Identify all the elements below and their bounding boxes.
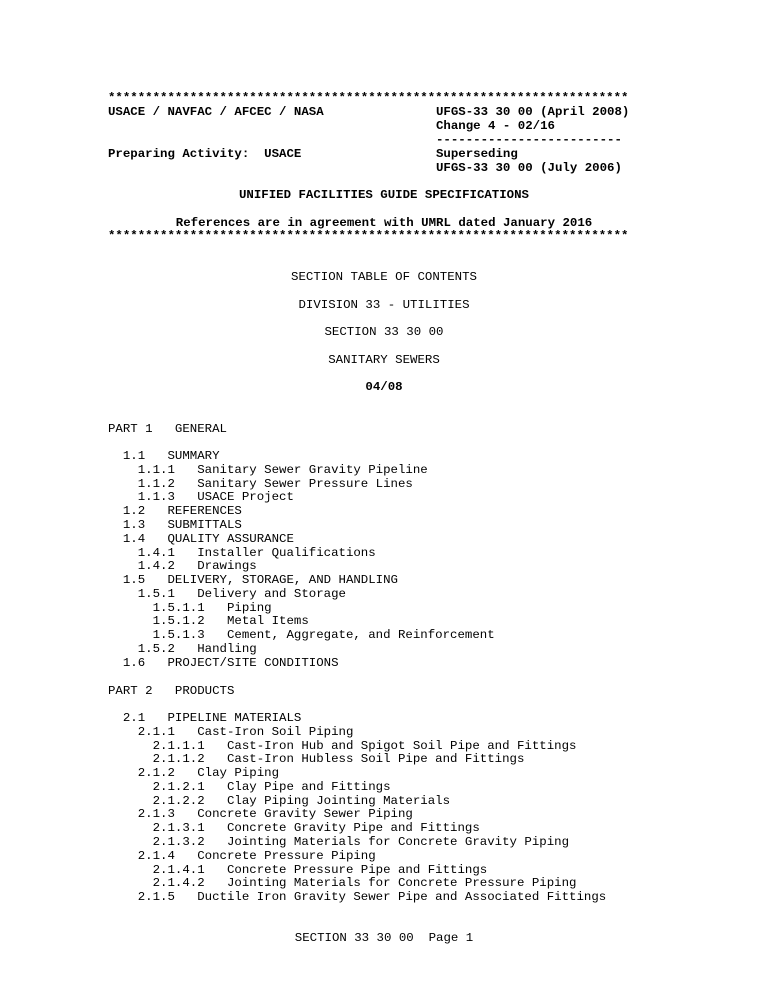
toc-title: SECTION TABLE OF CONTENTS <box>291 270 477 284</box>
superseding-label: Superseding <box>436 147 518 161</box>
toc-entry[interactable]: 2.1.3.1 Concrete Gravity Pipe and Fittings <box>108 821 480 835</box>
toc-entry[interactable]: 2.1.1 Cast-Iron Soil Piping <box>108 725 354 739</box>
toc-entry[interactable]: 1.5 DELIVERY, STORAGE, AND HANDLING <box>108 573 398 587</box>
toc-part-2[interactable]: PART 2 PRODUCTS <box>108 684 235 698</box>
dash-divider: ------------------------- <box>436 133 622 147</box>
toc-entry[interactable]: 1.5.1 Delivery and Storage <box>108 587 346 601</box>
references-note: References are in agreement with UMRL dated January 2016 <box>175 216 593 230</box>
toc-entry[interactable]: 1.4.1 Installer Qualifications <box>108 546 376 560</box>
toc-entry[interactable]: 1.1.2 Sanitary Sewer Pressure Lines <box>108 477 413 491</box>
toc-entry[interactable]: 1.1.1 Sanitary Sewer Gravity Pipeline <box>108 463 428 477</box>
toc-entry[interactable]: 2.1.2 Clay Piping <box>108 766 280 780</box>
toc-entry[interactable]: 2.1.2.2 Clay Piping Jointing Materials <box>108 794 451 808</box>
page-footer: SECTION 33 30 00 Page 1 <box>294 931 474 945</box>
toc-entry[interactable]: 2.1 PIPELINE MATERIALS <box>108 711 302 725</box>
toc-entry[interactable]: 2.1.1.1 Cast-Iron Hub and Spigot Soil Pipe and Fittings <box>108 739 577 753</box>
preparing-activity: Preparing Activity: USACE <box>108 147 302 161</box>
toc-entry[interactable]: 2.1.3 Concrete Gravity Sewer Piping <box>108 807 413 821</box>
toc-entry[interactable]: 1.5.1.1 Piping <box>108 601 272 615</box>
toc-part-1[interactable]: PART 1 GENERAL <box>108 422 227 436</box>
toc-entry[interactable]: 1.5.2 Handling <box>108 642 257 656</box>
toc-entry[interactable]: 1.3 SUBMITTALS <box>108 518 242 532</box>
toc-entry[interactable]: 1.6 PROJECT/SITE CONDITIONS <box>108 656 339 670</box>
toc-entry[interactable]: 2.1.5 Ductile Iron Gravity Sewer Pipe and Associated Fittings <box>108 890 607 904</box>
toc-entry[interactable]: 1.1 SUMMARY <box>108 449 220 463</box>
section-name: SANITARY SEWERS <box>328 353 440 367</box>
toc-entry[interactable]: 1.2 REFERENCES <box>108 504 242 518</box>
toc-entry[interactable]: 2.1.4.1 Concrete Pressure Pipe and Fittings <box>108 863 488 877</box>
division-title: DIVISION 33 - UTILITIES <box>298 298 470 312</box>
toc-entry[interactable]: 1.5.1.2 Metal Items <box>108 614 309 628</box>
toc-entry[interactable]: 2.1.1.2 Cast-Iron Hubless Soil Pipe and Fittings <box>108 752 525 766</box>
toc-entry[interactable]: 1.4 QUALITY ASSURANCE <box>108 532 294 546</box>
toc-entry[interactable]: 2.1.4.2 Jointing Materials for Concrete Pressure Piping <box>108 876 577 890</box>
change-number: Change 4 - 02/16 <box>436 119 555 133</box>
toc-entry[interactable]: 1.4.2 Drawings <box>108 559 257 573</box>
document-title: UNIFIED FACILITIES GUIDE SPECIFICATIONS <box>239 188 529 202</box>
toc-entry[interactable]: 2.1.3.2 Jointing Materials for Concrete Gravity Piping <box>108 835 570 849</box>
section-number: SECTION 33 30 00 <box>324 325 444 339</box>
agency-list: USACE / NAVFAC / AFCEC / NASA <box>108 105 324 119</box>
superseded-spec: UFGS-33 30 00 (July 2006) <box>436 161 622 175</box>
spec-identifier: UFGS-33 30 00 (April 2008) <box>436 105 630 119</box>
section-date-code: 04/08 <box>365 380 403 394</box>
toc-entry[interactable]: 1.1.3 USACE Project <box>108 490 294 504</box>
toc-entry[interactable]: 1.5.1.3 Cement, Aggregate, and Reinforcement <box>108 628 495 642</box>
toc-entry[interactable]: 2.1.2.1 Clay Pipe and Fittings <box>108 780 391 794</box>
asterisk-rule-bottom: ********************************************************************** <box>108 229 629 243</box>
asterisk-rule-top: ********************************************************************** <box>108 91 629 105</box>
toc-entry[interactable]: 2.1.4 Concrete Pressure Piping <box>108 849 376 863</box>
